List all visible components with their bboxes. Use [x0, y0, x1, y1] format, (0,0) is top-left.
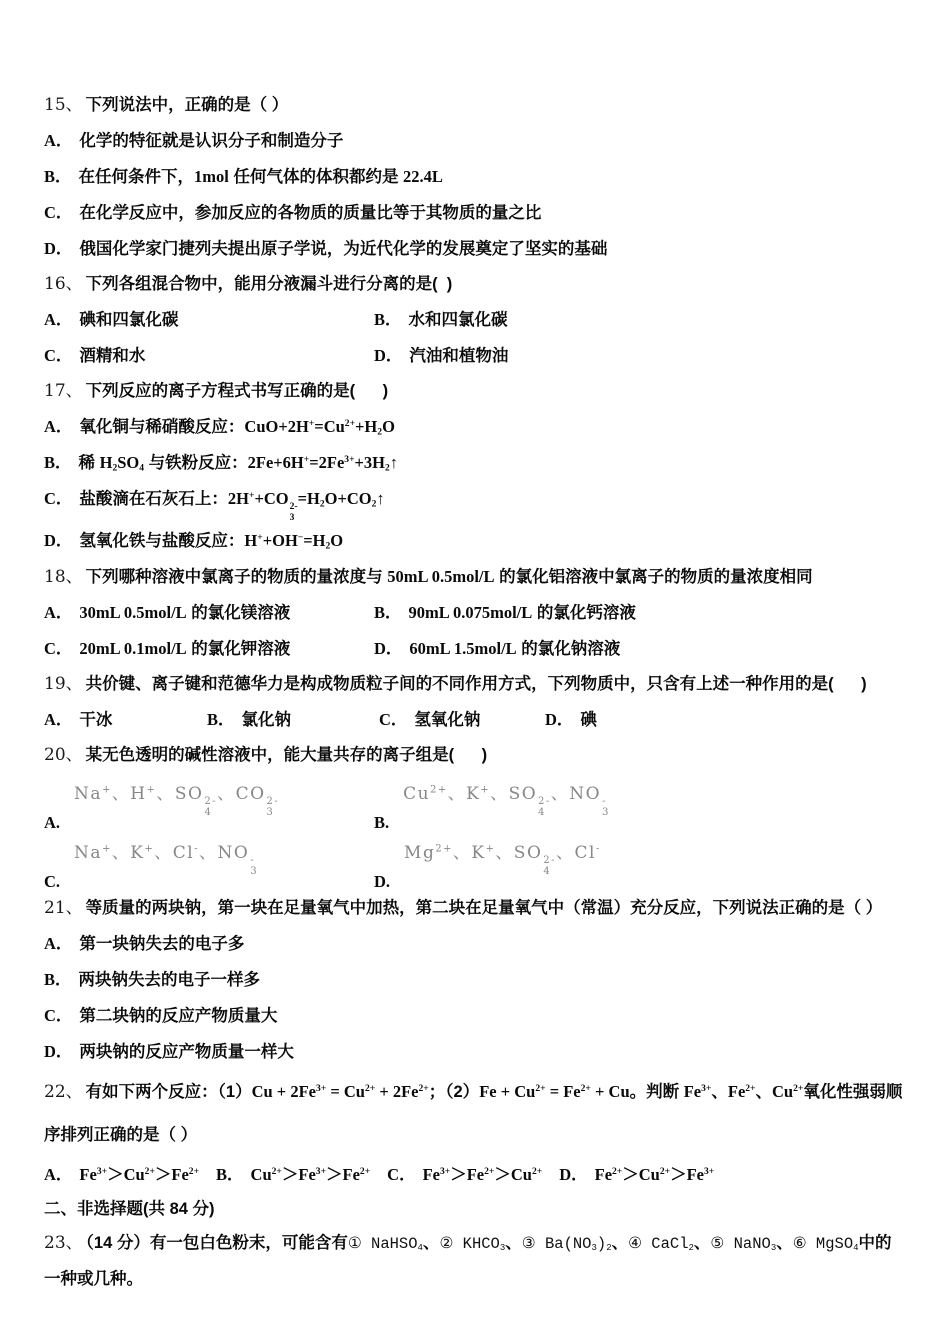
- option-18-d: [374, 631, 908, 667]
- option-text: 在任何条件下，1mol 任何气体的体积都约是 22.4L: [78, 167, 443, 186]
- option-letter: C．: [387, 1164, 416, 1184]
- option-ions: $Mg^{2+}$、K+、SO 2- 4 、Cl-: [404, 843, 601, 878]
- option-text: 第二块钠的反应产物质量大: [79, 1006, 278, 1025]
- question-number: 20、: [44, 744, 83, 765]
- option-letter: B．: [44, 969, 72, 989]
- option-letter: B．: [44, 453, 72, 472]
- question-16-stem: [44, 267, 908, 302]
- option-row: [44, 773, 908, 832]
- option-22-d: [559, 1157, 714, 1193]
- option-letter: D．: [44, 530, 73, 550]
- option-15-d: [44, 231, 908, 267]
- option-text: 水和四氯化碳: [408, 311, 508, 329]
- option-text: 在化学反应中，参加反应的各物质的质量比等于其物质的量之比: [79, 204, 542, 222]
- question-22: [44, 1070, 908, 1193]
- option-19-a: [44, 702, 207, 738]
- option-19-d: [545, 702, 908, 738]
- question-number: 18、: [44, 566, 83, 587]
- option-text: $Fe^{2+}>Cu^{2+}>Fe^{3+}$: [594, 1164, 715, 1184]
- option-19-c: [379, 702, 545, 738]
- option-letter: A．: [44, 417, 73, 436]
- question-21: [44, 891, 908, 1070]
- question-17: [44, 374, 908, 559]
- question-18: [44, 559, 908, 667]
- option-text: 30mL 0.5mol/L 的氯化镁溶液: [79, 602, 291, 622]
- question-number: 15、: [44, 95, 83, 115]
- question-23-stem: [44, 1226, 908, 1297]
- option-letter: A.: [44, 812, 61, 832]
- option-text: 氯化钠: [241, 710, 292, 729]
- question-15-stem: [44, 88, 908, 123]
- option-letter: B．: [374, 310, 402, 329]
- question-20-stem: [44, 738, 908, 773]
- option-text: 氢氧化铁与盐酸反应：$H^++OH^-=H_2O$: [79, 530, 344, 552]
- option-letter: B．: [207, 709, 235, 729]
- option-15-a: [44, 123, 908, 159]
- option-18-b: [374, 595, 908, 631]
- option-row: [44, 631, 908, 667]
- question-number: 22、: [44, 1081, 83, 1102]
- option-row: [44, 702, 908, 738]
- option-letter: A．: [44, 131, 73, 150]
- question-text: 有如下两个反应：$(1)Cu + 2Fe^{3+} = Cu^{2+} + 2Fe^{2+}$；$(2)Fe + Cu^{2+} = Fe^{2+} + Cu$。判断 $Fe^{3+}$、$Fe^{2+}$、$Cu^{2+}$氧化性强弱顺序排列正确的是（ ）: [44, 1081, 903, 1144]
- option-letter: A．: [44, 1164, 73, 1184]
- option-letter: D．: [44, 1041, 73, 1061]
- question-number: 16、: [44, 274, 83, 294]
- option-16-a: [44, 302, 374, 338]
- option-text: 90mL 0.075mol/L 的氯化钙溶液: [408, 602, 636, 622]
- question-text: 共价键、离子键和范德华力是构成物质粒子间的不同作用方式，下列物质中，只含有上述一种作用的是( ): [85, 674, 867, 693]
- question-number: 21、: [44, 897, 83, 918]
- option-text: 化学的特征就是认识分子和制造分子: [79, 132, 344, 150]
- question-20: [44, 738, 908, 891]
- option-letter: D．: [374, 346, 403, 365]
- option-row: [44, 1157, 908, 1193]
- option-21-d: [44, 1034, 908, 1070]
- option-letter: B．: [374, 602, 402, 622]
- option-18-a: [44, 595, 374, 631]
- option-17-d: [44, 523, 908, 559]
- option-letter: C.: [44, 871, 61, 891]
- option-16-d: [374, 338, 908, 374]
- question-23: [44, 1226, 908, 1297]
- option-16-c: [44, 338, 374, 374]
- option-17-c: [44, 481, 908, 523]
- option-letter: B．: [216, 1164, 244, 1184]
- option-row: [44, 338, 908, 374]
- option-letter: A．: [44, 602, 73, 622]
- question-16: [44, 267, 908, 374]
- option-letter: D．: [374, 638, 403, 658]
- option-letter: A．: [44, 933, 73, 953]
- option-22-b: [216, 1157, 370, 1193]
- option-text: $Fe^{3+}>Cu^{2+}>Fe^{2+}$: [79, 1164, 200, 1184]
- option-text: 俄国化学家门捷列夫提出原子学说，为近代化学的发展奠定了坚实的基础: [79, 240, 608, 258]
- option-18-c: [44, 631, 374, 667]
- option-17-a: [44, 409, 908, 445]
- option-21-b: [44, 962, 908, 998]
- option-letter: D.: [374, 871, 391, 891]
- question-text: 下列哪种溶液中氯离子的物质的量浓度与 50mL 0.5mol/L 的氯化铝溶液中氯离子的物质的量浓度相同: [85, 566, 813, 586]
- option-16-b: [374, 302, 908, 338]
- option-20-c: [44, 843, 374, 891]
- option-letter: C．: [44, 489, 73, 508]
- option-text: $Cu^{2+}>Fe^{3+}>Fe^{2+}$: [250, 1164, 371, 1184]
- option-letter: B.: [374, 812, 390, 832]
- option-21-c: [44, 998, 908, 1034]
- option-letter: C．: [44, 1005, 73, 1025]
- option-15-b: [44, 159, 908, 195]
- question-number: 19、: [44, 673, 83, 694]
- option-text: 60mL 1.5mol/L 的氯化钠溶液: [409, 638, 621, 658]
- option-20-d: [374, 843, 908, 891]
- question-22-stem: [44, 1070, 908, 1157]
- option-row: [44, 832, 908, 891]
- question-19: [44, 667, 908, 738]
- option-row: [44, 595, 908, 631]
- option-text: 酒精和水: [79, 347, 146, 365]
- option-text: 汽油和植物油: [409, 347, 509, 365]
- option-text: 碘: [580, 710, 597, 729]
- question-19-stem: [44, 667, 908, 702]
- option-letter: A．: [44, 310, 73, 329]
- section-heading: 二、非选择题(共 84 分): [44, 1199, 215, 1218]
- option-text: 氧化铜与稀硝酸反应：$CuO+2H^+=Cu^{2+}+H_2O$: [79, 417, 395, 438]
- option-text: 稀 $H_2SO_4$ 与铁粉反应：$2Fe+6H^+=2Fe^{3+}+3H_2↑$: [78, 453, 399, 474]
- question-number: 17、: [44, 381, 83, 401]
- option-text: $Fe^{3+}>Fe^{2+}>Cu^{2+}$: [422, 1164, 543, 1184]
- question-18-stem: [44, 559, 908, 595]
- option-letter: C．: [379, 709, 408, 729]
- option-text: 第一块钠失去的电子多: [79, 934, 245, 953]
- question-15: [44, 88, 908, 267]
- option-text: 20mL 0.1mol/L 的氯化钾溶液: [79, 638, 291, 658]
- option-letter: C．: [44, 346, 73, 365]
- option-row: [44, 302, 908, 338]
- option-21-a: [44, 926, 908, 962]
- option-text: 盐酸滴在石灰石上：2H++CO 2- 3 $=H_2O+CO_2↑$: [79, 489, 385, 523]
- question-17-stem: [44, 374, 908, 409]
- option-letter: C．: [44, 203, 73, 222]
- option-text: 氢氧化钠: [414, 710, 481, 729]
- question-text: 等质量的两块钠，第一块在足量氧气中加热，第二块在足量氧气中（常温）充分反应，下列说法正确的是（ ）: [85, 898, 883, 917]
- question-number: 23、: [44, 1232, 83, 1253]
- option-22-a: [44, 1157, 199, 1193]
- option-20-a: [44, 784, 374, 832]
- option-ions: Na+、H+、SO 2- 4 、CO 2- 3: [74, 784, 280, 819]
- option-text: 碘和四氯化碳: [79, 311, 179, 329]
- option-15-c: [44, 195, 908, 231]
- option-22-c: [387, 1157, 542, 1193]
- question-text: 下列说法中，正确的是（ ）: [85, 96, 289, 114]
- option-letter: C．: [44, 638, 73, 658]
- option-letter: D．: [559, 1164, 588, 1184]
- question-text: 下列各组混合物中，能用分液漏斗进行分离的是( ): [85, 275, 453, 293]
- option-letter: B．: [44, 167, 72, 186]
- option-text: 两块钠失去的电子一样多: [78, 970, 261, 989]
- question-text: 下列反应的离子方程式书写正确的是( ): [85, 382, 389, 400]
- question-text: （14 分）有一包白色粉末，可能含有① NaHSO$_4$、② $KHCO_3$、③ $Ba(NO_3)_2$、④ CaCl$_2$、⑤ NaNO$_3$、⑥ MgSO$_4$中的一种或几种。: [44, 1233, 892, 1288]
- option-text: 干冰: [79, 710, 113, 729]
- question-text: 某无色透明的碱性溶液中，能大量共存的离子组是( ): [85, 745, 488, 764]
- option-letter: D．: [44, 239, 73, 258]
- option-20-b: [374, 784, 908, 832]
- option-ions: Na+、K+、Cl-、NO - 3: [74, 843, 259, 878]
- option-ions: $Cu^{2+}$、K+、SO 2- 4 、NO - 3: [403, 784, 610, 819]
- option-letter: A．: [44, 709, 73, 729]
- option-letter: D．: [545, 709, 574, 729]
- option-text: 两块钠的反应产物质量一样大: [79, 1042, 294, 1061]
- option-17-b: [44, 445, 908, 481]
- option-19-b: [207, 702, 379, 738]
- question-21-stem: [44, 891, 908, 926]
